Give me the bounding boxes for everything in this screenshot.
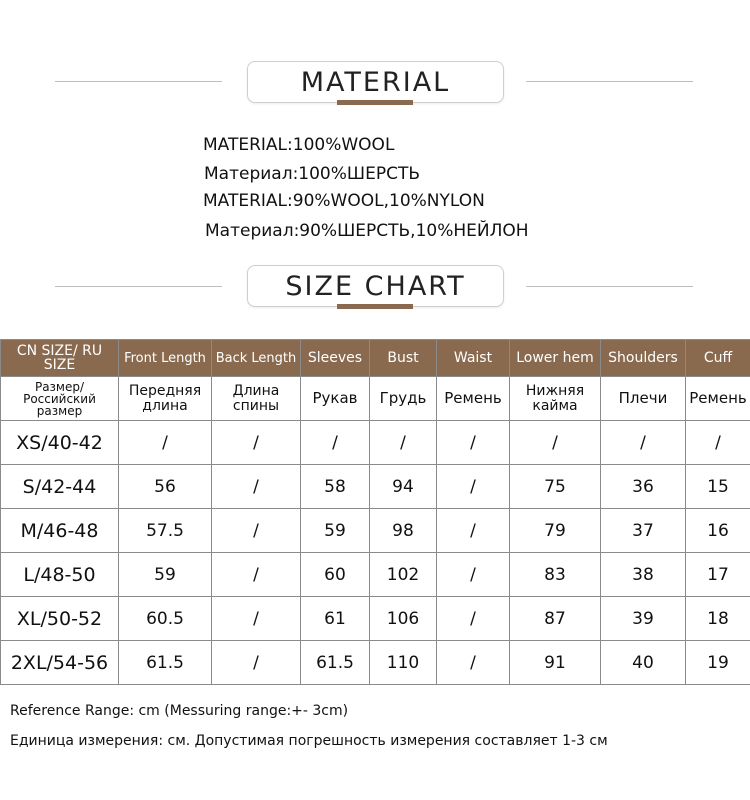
measure-cell: / (686, 421, 750, 465)
header-ru-cell: Ремень (437, 377, 510, 421)
measure-cell: 61.5 (301, 641, 370, 685)
header-cell: Bust (370, 340, 437, 377)
measure-cell: 18 (686, 597, 750, 641)
measure-cell: / (212, 641, 301, 685)
measure-cell: 75 (510, 465, 601, 509)
material-value: 100%ШЕРСТЬ (298, 164, 420, 184)
measure-cell: 60 (301, 553, 370, 597)
table-row (1, 509, 750, 553)
header-ru-cell: Размер/ Российский размер (1, 377, 119, 421)
material-line-4 (205, 221, 529, 241)
measure-cell: / (212, 509, 301, 553)
divider-right-material (526, 81, 693, 82)
size-chart-heading (247, 265, 504, 307)
header-ru-cell: Передняя длина (119, 377, 212, 421)
measure-cell: / (437, 421, 510, 465)
material-label: MATERIAL: (203, 191, 293, 211)
table-row (1, 641, 750, 685)
measure-cell: 39 (601, 597, 686, 641)
material-heading-accent (337, 100, 413, 105)
measure-cell: 17 (686, 553, 750, 597)
divider-left-size (55, 286, 222, 287)
table-row (1, 421, 750, 465)
measure-cell: / (437, 597, 510, 641)
material-heading (247, 61, 504, 103)
size-cell: XL/50-52 (1, 597, 119, 641)
measure-cell: / (301, 421, 370, 465)
measure-cell: 38 (601, 553, 686, 597)
header-cell: Sleeves (301, 340, 370, 377)
measure-cell: / (437, 465, 510, 509)
material-heading-text: MATERIAL (300, 66, 451, 98)
size-chart-heading-text: SIZE CHART (285, 270, 466, 302)
header-ru-cell: Нижняя кайма (510, 377, 601, 421)
measure-cell: / (212, 553, 301, 597)
measure-cell: 102 (370, 553, 437, 597)
header-row-ru (1, 377, 750, 421)
measure-cell: 106 (370, 597, 437, 641)
measure-cell: 61 (301, 597, 370, 641)
measure-cell: 56 (119, 465, 212, 509)
material-label: Материал: (204, 164, 299, 184)
measure-cell: / (370, 421, 437, 465)
header-ru-cell: Ремень (686, 377, 750, 421)
size-cell: S/42-44 (1, 465, 119, 509)
table-row (1, 465, 750, 509)
reference-note-en: Reference Range: cm (Messuring range:+- 3cm) (10, 703, 349, 719)
measure-cell: 58 (301, 465, 370, 509)
measure-cell: / (437, 641, 510, 685)
table-row (1, 553, 750, 597)
size-cell: XS/40-42 (1, 421, 119, 465)
measure-cell: / (437, 553, 510, 597)
header-row-en (1, 340, 750, 377)
header-cell: CN SIZE/ RU SIZE (1, 340, 119, 377)
material-line-1 (203, 135, 394, 155)
measure-cell: 61.5 (119, 641, 212, 685)
material-line-3 (203, 191, 485, 211)
size-cell: L/48-50 (1, 553, 119, 597)
header-cell: Cuff (686, 340, 750, 377)
measure-cell: 98 (370, 509, 437, 553)
header-cell: Back Length (212, 340, 301, 377)
header-ru-cell: Плечи (601, 377, 686, 421)
measure-cell: 59 (119, 553, 212, 597)
measure-cell: 57.5 (119, 509, 212, 553)
material-line-2 (204, 164, 420, 184)
measure-cell: 87 (510, 597, 601, 641)
header-cell: Shoulders (601, 340, 686, 377)
material-value: 100%WOOL (292, 135, 395, 155)
measure-cell: 110 (370, 641, 437, 685)
measure-cell: / (119, 421, 212, 465)
header-ru-cell: Рукав (301, 377, 370, 421)
header-cell: Waist (437, 340, 510, 377)
header-ru-cell: Грудь (370, 377, 437, 421)
measure-cell: 16 (686, 509, 750, 553)
measure-cell: 83 (510, 553, 601, 597)
measure-cell: / (437, 509, 510, 553)
size-chart-table (0, 339, 750, 685)
size-cell: M/46-48 (1, 509, 119, 553)
material-value: 90%WOOL,10%NYLON (292, 191, 485, 211)
header-cell: Front Length (119, 340, 212, 377)
measure-cell: / (212, 465, 301, 509)
material-label: Материал: (205, 221, 300, 241)
measure-cell: 37 (601, 509, 686, 553)
measure-cell: 15 (686, 465, 750, 509)
header-ru-cell: Длина спины (212, 377, 301, 421)
measure-cell: 91 (510, 641, 601, 685)
measure-cell: / (601, 421, 686, 465)
header-cell: Lower hem (510, 340, 601, 377)
size-chart-heading-accent (337, 304, 413, 309)
measure-cell: 40 (601, 641, 686, 685)
divider-right-size (526, 286, 693, 287)
measure-cell: 79 (510, 509, 601, 553)
measure-cell: 60.5 (119, 597, 212, 641)
measure-cell: / (510, 421, 601, 465)
measure-cell: / (212, 597, 301, 641)
measure-cell: 59 (301, 509, 370, 553)
measure-cell: / (212, 421, 301, 465)
material-value: 90%ШЕРСТЬ,10%НЕЙЛОН (299, 221, 529, 241)
divider-left-material (55, 81, 222, 82)
measure-cell: 19 (686, 641, 750, 685)
measure-cell: 94 (370, 465, 437, 509)
table-row (1, 597, 750, 641)
reference-note-ru: Единица измерения: см. Допустимая погрешность измерения составляет 1-3 см (10, 733, 608, 749)
material-label: MATERIAL: (203, 135, 293, 155)
size-cell: 2XL/54-56 (1, 641, 119, 685)
measure-cell: 36 (601, 465, 686, 509)
